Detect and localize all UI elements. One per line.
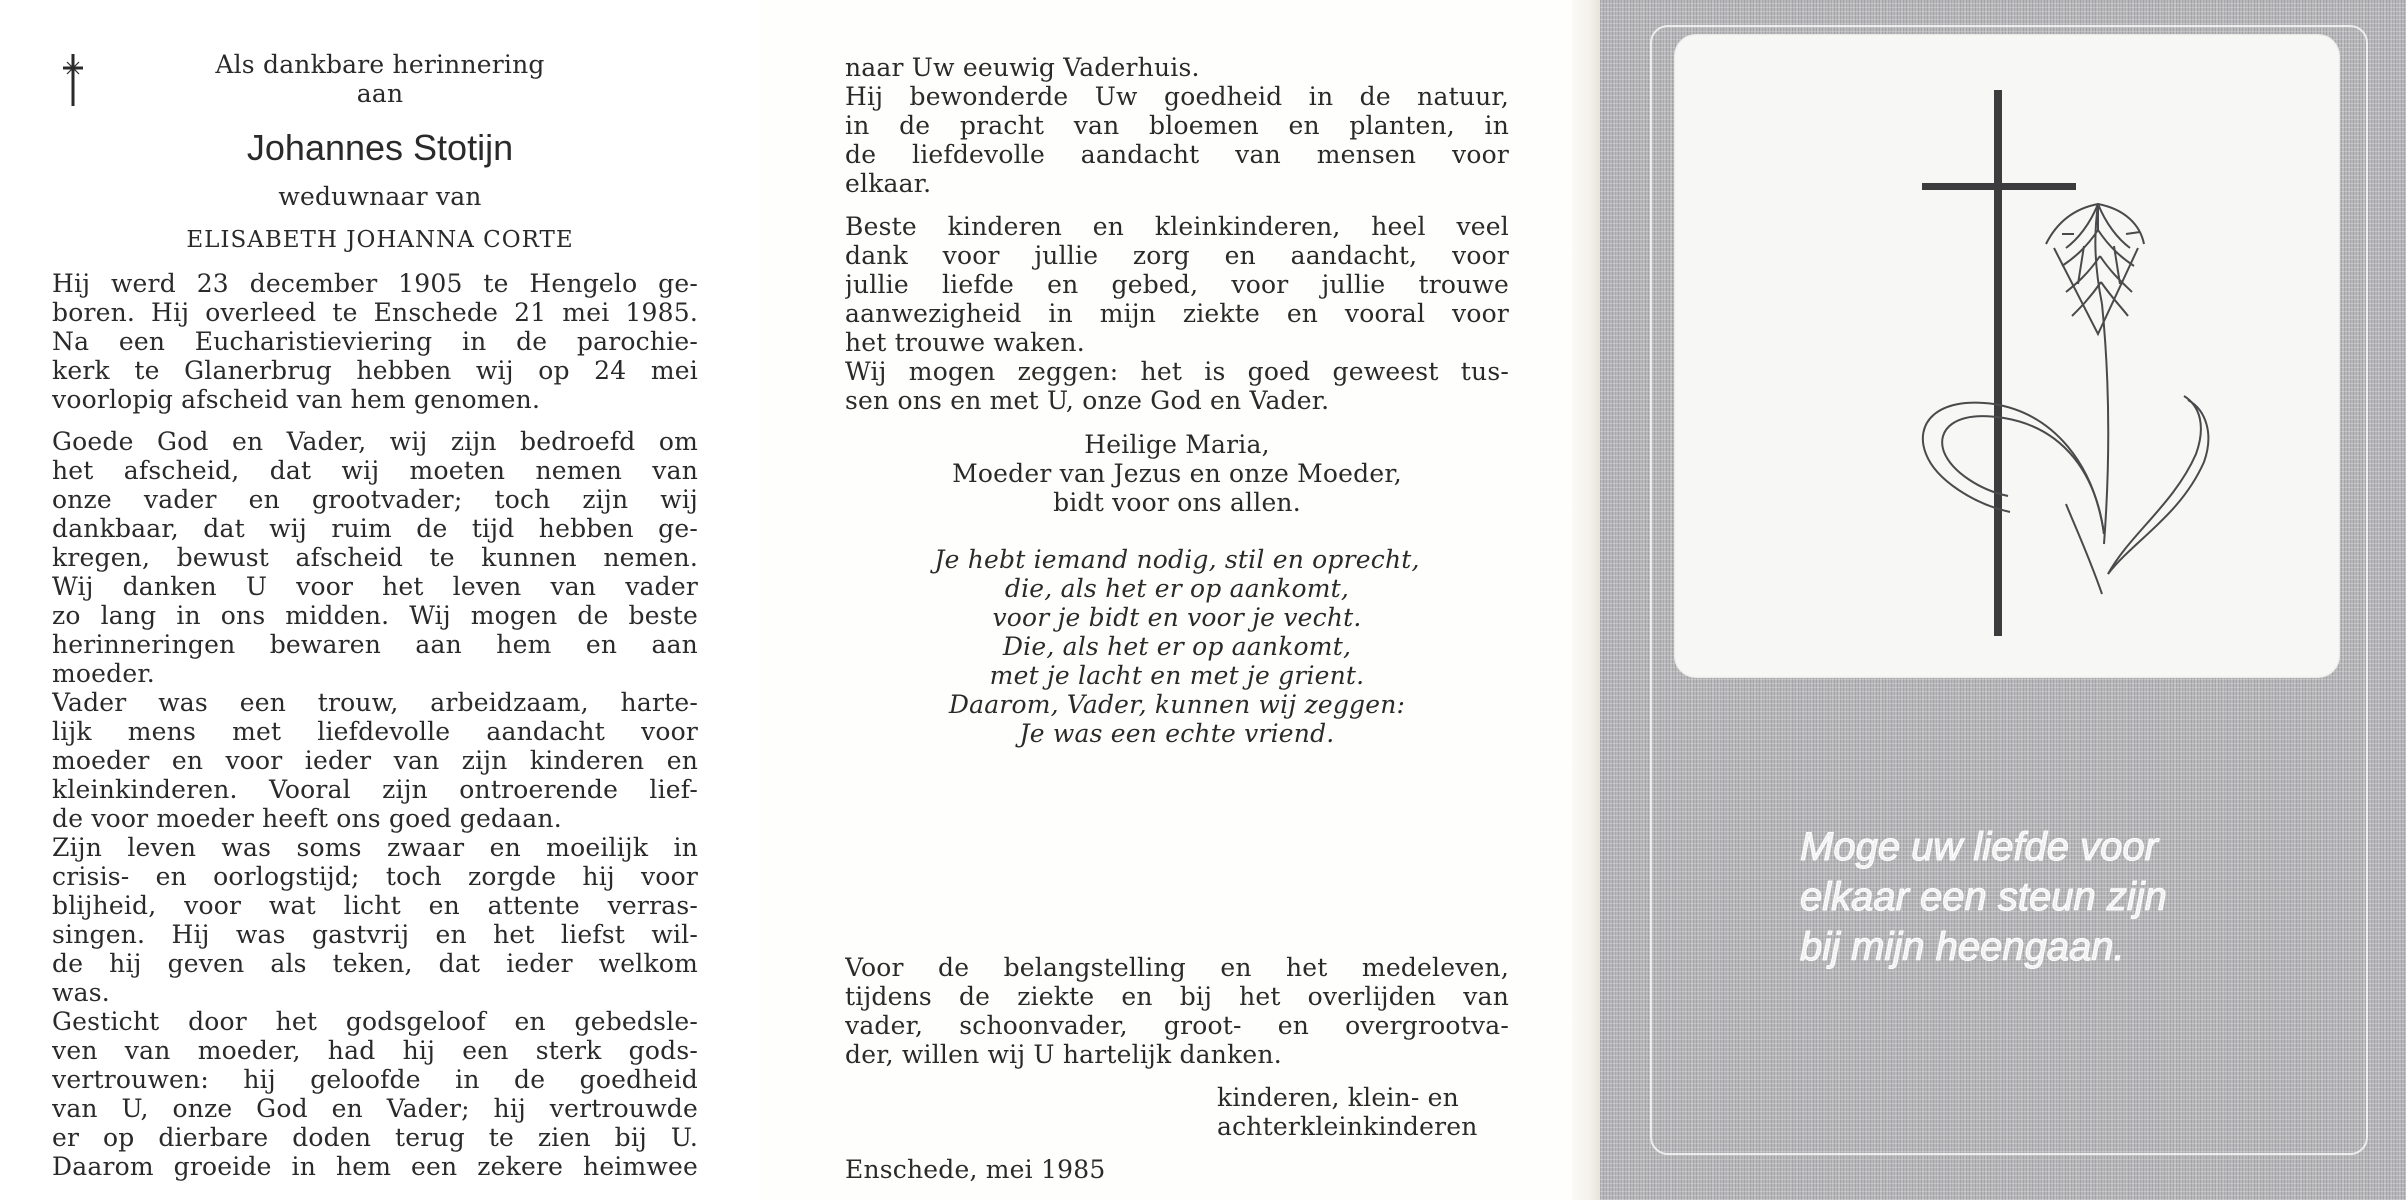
text-line: herinneringen bewaren aan hem en aan <box>52 630 698 659</box>
text-line: was. <box>52 978 110 1007</box>
text-line: zo lang in ons midden. Wij mogen de beste <box>52 601 698 630</box>
cover-quote-line: elkaar een steun zijn <box>1800 875 2167 919</box>
intro-line-1: Als dankbare herinnering <box>215 50 545 79</box>
text-line: boren. Hij overleed te Enschede 21 mei 1985. <box>52 298 698 327</box>
text-line: tijdens de ziekte en bij het overlijden van <box>845 982 1509 1011</box>
text-line: moeder. <box>52 659 155 688</box>
text-line: Daarom groeide in hem een zekere heimwee <box>52 1152 698 1181</box>
intro-line-2: aan <box>356 79 404 108</box>
text-line: Na een Eucharistieviering in de parochie- <box>52 327 698 356</box>
text-line: er op dierbare doden terug te zien bij U. <box>52 1123 698 1152</box>
text-line: kregen, bewust afscheid te kunnen nemen. <box>52 543 698 572</box>
text-line: Hij bewonderde Uw goedheid in de natuur, <box>845 82 1509 111</box>
text-line: dank voor jullie zorg en aandacht, voor <box>845 241 1509 270</box>
middle-page <box>760 0 1572 1200</box>
text-line: in de pracht van bloemen en planten, in <box>845 111 1509 140</box>
text-line: Wij danken U voor het leven van vader <box>52 572 698 601</box>
text-line: Vader was een trouw, arbeidzaam, harte- <box>52 688 698 717</box>
text-line: blijheid, voor wat licht en attente verras- <box>52 891 698 920</box>
text-line: Wij mogen zeggen: het is goed geweest tus- <box>845 357 1509 386</box>
text-line: onze vader en grootvader; toch zijn wij <box>52 485 698 514</box>
text-line: dankbaar, dat wij ruim de tijd hebben ge- <box>52 514 698 543</box>
text-line: Heilige Maria, <box>1084 430 1270 459</box>
text-line: Beste kinderen en kleinkinderen, heel veel <box>845 212 1509 241</box>
text-line: ven van moeder, had hij een sterk gods- <box>52 1036 698 1065</box>
text-line: aanwezigheid in mijn ziekte en vooral voor <box>845 299 1509 328</box>
text-line: van U, onze God en Vader; hij vertrouwde <box>52 1094 698 1123</box>
text-line: kleinkinderen. Vooral zijn ontroerende lief- <box>52 775 698 804</box>
text-line: naar Uw eeuwig Vaderhuis. <box>845 53 1200 82</box>
cross-and-wheat-illustration <box>1674 34 2340 678</box>
text-line: bidt voor ons allen. <box>1053 488 1301 517</box>
text-line: jullie liefde en gebed, voor jullie trouwe <box>845 270 1509 299</box>
text-line: lijk mens met liefdevolle aandacht voor <box>52 717 698 746</box>
leaf-curves <box>1923 396 2209 594</box>
text-line: crisis- en oorlogstijd; toch zorgde hij voor <box>52 862 698 891</box>
text-line: Hij werd 23 december 1905 te Hengelo ge- <box>52 269 698 298</box>
text-line: de hij geven als teken, dat ieder welkom <box>52 949 698 978</box>
poem-line: Daarom, Vader, kunnen wij zeggen: <box>948 690 1406 719</box>
text-line: kerk te Glanerbrug hebben wij op 24 mei <box>52 356 698 385</box>
text-line: Voor de belangstelling en het medeleven, <box>845 953 1509 982</box>
poem-line: met je lacht en met je grient. <box>989 661 1365 690</box>
left-page <box>0 0 760 1200</box>
text-line: voorlopig afscheid van hem genomen. <box>52 385 541 414</box>
text-line: Gesticht door het godsgeloof en gebedsle- <box>52 1007 698 1036</box>
relation-text: weduwnaar van <box>278 182 482 211</box>
text-line: kinderen, klein- en <box>1217 1083 1459 1112</box>
deceased-name: Johannes Stotijn <box>246 127 514 168</box>
text-line: Goede God en Vader, wij zijn bedroefd om <box>52 427 698 456</box>
spouse-name: ELISABETH JOHANNA CORTE <box>186 227 574 253</box>
text-line: vertrouwen: hij geloofde in de goedheid <box>52 1065 698 1094</box>
text-line: achterkleinkinderen <box>1217 1112 1478 1141</box>
large-cross-icon <box>1922 90 2076 636</box>
text-line: Moeder van Jezus en onze Moeder, <box>952 459 1402 488</box>
text-line: sen ons en met U, onze God en Vader. <box>845 386 1330 415</box>
text-line: de liefdevolle aandacht van mensen voor <box>845 140 1509 169</box>
text-line: moeder en voor ieder van zijn kinderen en <box>52 746 698 775</box>
text-line: Zijn leven was soms zwaar en moeilijk in <box>52 833 698 862</box>
poem-line: voor je bidt en voor je vecht. <box>992 603 1362 632</box>
poem-line: Die, als het er op aankomt, <box>1002 632 1352 661</box>
poem-line: die, als het er op aankomt, <box>1004 574 1350 603</box>
page-fold <box>1572 0 1600 1200</box>
text-line: het afscheid, dat wij moeten nemen van <box>52 456 698 485</box>
text-line: de voor moeder heeft ons goed gedaan. <box>52 804 562 833</box>
text-line: het trouwe waken. <box>845 328 1085 357</box>
text-line: elkaar. <box>845 169 932 198</box>
cover-quote-line: bij mijn heengaan. <box>1800 925 2125 969</box>
poem-line: Je was een echte vriend. <box>1019 719 1335 748</box>
place-date: Enschede, mei 1985 <box>845 1155 1106 1184</box>
text-line: vader, schoonvader, groot- en overgrootva- <box>845 1011 1509 1040</box>
text-line: singen. Hij was gastvrij en het liefst wil- <box>52 920 698 949</box>
cover-quote-line: Moge uw liefde voor <box>1800 825 2158 869</box>
poem-line: Je hebt iemand nodig, stil en oprecht, <box>934 545 1420 574</box>
text-line: der, willen wij U hartelijk danken. <box>845 1040 1282 1069</box>
